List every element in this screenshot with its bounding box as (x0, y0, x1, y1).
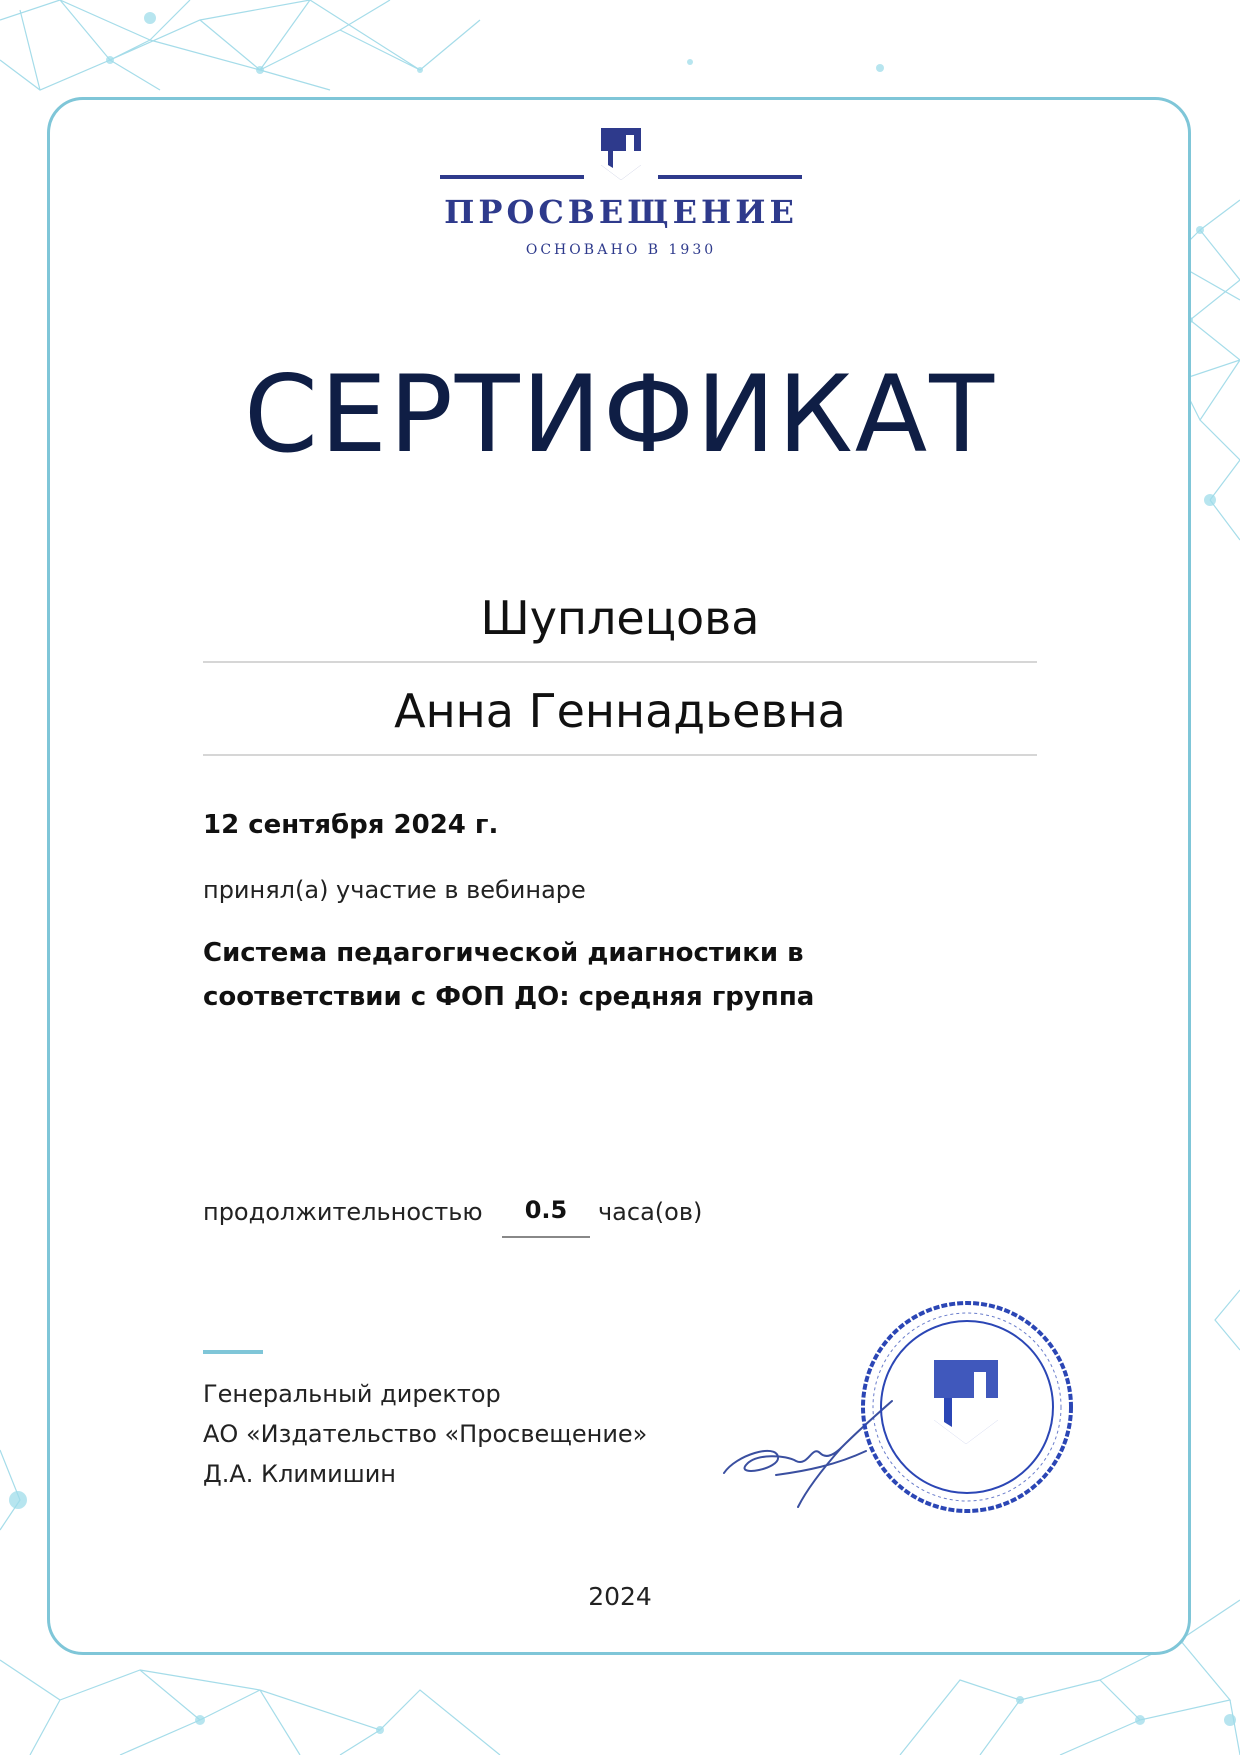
participation-text: принял(а) участие в вебинаре (203, 876, 586, 904)
publisher-name: ПРОСВЕЩЕНИЕ (444, 193, 798, 231)
company-seal (856, 1296, 1078, 1518)
webinar-title-line: Система педагогической диагностики в (203, 938, 804, 968)
signatory-organization: АО «Издательство «Просвещение» (203, 1420, 648, 1448)
webinar-title-line: соответствии с ФОП ДО: средняя группа (203, 982, 815, 1012)
logo-right-rule (658, 175, 802, 179)
issue-year: 2024 (588, 1582, 652, 1611)
name-underline (203, 754, 1037, 756)
duration-label: продолжительностью (203, 1198, 483, 1226)
name-underline (203, 661, 1037, 663)
publisher-shield-icon (598, 125, 644, 183)
certificate-title: СЕРТИФИКАТ (243, 353, 996, 476)
event-date: 12 сентября 2024 г. (203, 810, 499, 840)
duration-underline (502, 1236, 590, 1238)
duration-unit: часа(ов) (598, 1198, 703, 1226)
signatory-block (203, 1374, 647, 1494)
logo-left-rule (440, 175, 584, 179)
signatory-position: Генеральный директор (203, 1380, 501, 1408)
publisher-founded: ОСНОВАНО В 1930 (525, 242, 717, 258)
webinar-title (203, 931, 963, 1019)
duration-value: 0.5 (524, 1196, 568, 1224)
recipient-last-name: Шуплецова (480, 591, 760, 645)
publisher-logo (440, 125, 802, 265)
accent-divider (203, 1350, 263, 1354)
signatory-name: Д.А. Климишин (203, 1460, 396, 1488)
recipient-first-middle-name: Анна Геннадьевна (394, 684, 846, 738)
